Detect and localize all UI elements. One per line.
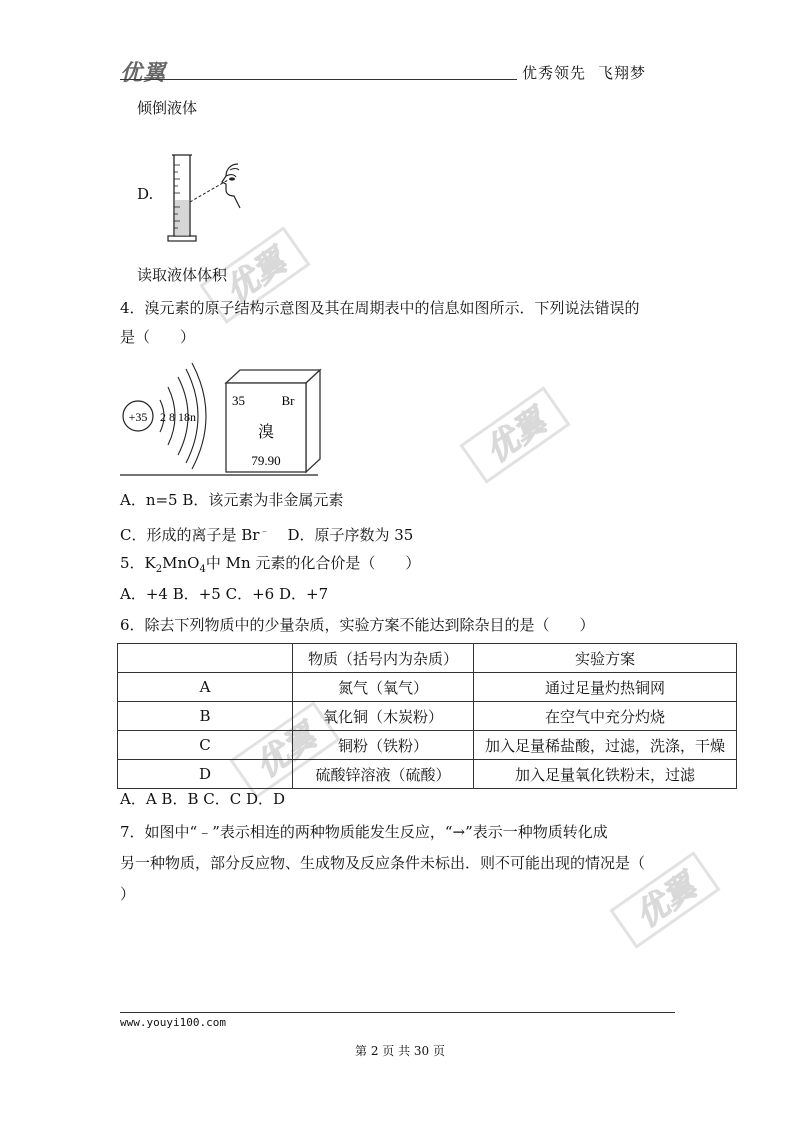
table-cell: 加入足量稀盐酸，过滤，洗涤，干燥 xyxy=(474,731,737,760)
table-cell: D xyxy=(118,760,293,789)
electron-shells: 2 8 18n xyxy=(160,410,196,424)
table-cell: 在空气中充分灼烧 xyxy=(474,702,737,731)
q7-stem-line1: 7．如图中“﹣”表示相连的两种物质能发生反应，“→”表示一种物质转化成 xyxy=(120,823,608,841)
q4-options-line1: A．n=5 B．该元素为非金属元素 xyxy=(120,491,344,509)
watermark-text: 优翼 xyxy=(628,866,703,935)
table-cell: 氧化铜（木炭粉） xyxy=(293,702,474,731)
nucleus-charge: +35 xyxy=(128,410,148,424)
q6-options: A．A B．B C．C D．D xyxy=(120,790,286,808)
bromine-atom-and-element-box-figure xyxy=(118,355,328,480)
header-logo: 优翼 xyxy=(120,61,167,86)
atomic-number: 35 xyxy=(232,393,245,408)
q4-ion-charge: ﹣ xyxy=(259,526,270,537)
watermark-text: 优翼 xyxy=(478,401,553,470)
q6-table xyxy=(117,643,737,789)
q4-option-d: D．原子序数为 35 xyxy=(287,526,414,544)
table-cell: 加入足量氧化铁粉末，过滤 xyxy=(474,760,737,789)
footer-url: www.youyi100.com xyxy=(120,1016,226,1029)
q4-stem-line1: 4．溴元素的原子结构示意图及其在周期表中的信息如图所示．下列说法错误的 xyxy=(120,299,640,317)
slogan-part-1: 优秀领先 xyxy=(522,64,587,82)
q3-option-c-caption: 倾倒液体 xyxy=(137,99,198,117)
q7-stem-line2: 另一种物质，部分反应物、生成物及反应条件未标出．则不可能出现的情况是（ xyxy=(120,854,646,872)
header-rule xyxy=(120,79,517,80)
q5-subscript-1: 2 xyxy=(155,564,163,575)
table-header-row xyxy=(118,644,737,673)
table-cell: 铜粉（铁粉） xyxy=(293,731,474,760)
q4-options-line2 xyxy=(120,522,413,545)
graduated-cylinder-reading-illustration xyxy=(160,150,250,245)
atomic-mass: 79.90 xyxy=(251,453,281,468)
element-name: 溴 xyxy=(257,422,275,441)
q3-option-d-caption: 读取液体体积 xyxy=(137,266,228,284)
header-slogan xyxy=(522,62,646,83)
q5-subscript-2: 4 xyxy=(199,564,206,575)
table-cell: 硫酸锌溶液（硫酸） xyxy=(293,760,474,789)
q7-stem-line3: ） xyxy=(120,885,136,903)
table-header-cell: 物质（括号内为杂质） xyxy=(293,644,474,673)
table-cell: 通过足量灼热铜网 xyxy=(474,673,737,702)
table-header-cell xyxy=(118,644,293,673)
page-number: 第 2 页 共 30 页 xyxy=(355,1044,445,1058)
q5-options: A．+4 B．+5 C．+6 D．+7 xyxy=(120,585,329,603)
table-header-cell: 实验方案 xyxy=(474,644,737,673)
footer-rule xyxy=(120,1012,675,1013)
table-cell: C xyxy=(118,731,293,760)
watermark-logo-2 xyxy=(455,375,575,495)
watermark-text: 优翼 xyxy=(218,241,293,310)
table-cell: 氮气（氧气） xyxy=(293,673,474,702)
table-row xyxy=(118,731,737,760)
table-row xyxy=(118,673,737,702)
q6-stem: 6．除去下列物质中的少量杂质，实验方案不能达到除杂目的是（ ） xyxy=(120,616,595,634)
q4-option-c: C．形成的离子是 Br xyxy=(120,526,260,544)
watermark-text: 优翼 xyxy=(248,716,323,785)
q4-stem-line2: 是（ ） xyxy=(120,328,196,346)
table-cell: B xyxy=(118,702,293,731)
q5-stem-part: 5．K xyxy=(120,554,156,572)
table-cell: A xyxy=(118,673,293,702)
q5-stem-part: MnO xyxy=(162,554,200,572)
q5-stem-part: 中 Mn 元素的化合价是（ ） xyxy=(205,554,421,572)
q5-stem xyxy=(120,553,420,580)
element-symbol: Br xyxy=(281,393,295,408)
q3-option-d-label: D. xyxy=(137,185,154,203)
table-row xyxy=(118,760,737,789)
slogan-part-2: 飞翔梦 xyxy=(598,64,647,82)
table-row xyxy=(118,702,737,731)
